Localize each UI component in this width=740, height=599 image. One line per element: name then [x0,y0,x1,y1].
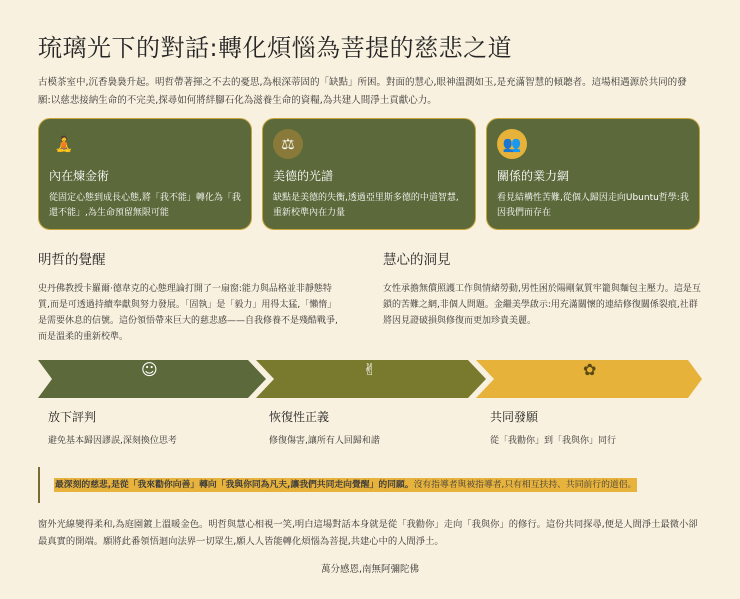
quote-text [54,478,637,492]
process-step [490,408,616,446]
victory-hand-icon: ✌ [363,360,377,379]
process-step [48,408,177,446]
closing-paragraph: 窗外光線變得柔和,為庭園鍍上溫暖金色。明哲與慧心相視一笑,明白這場對話本身就是從「我勸你」走向「我與你」的修行。這份共同探尋,便是人間淨土最微小卻最真實的開端。願將此番領悟迴向法界一切眾生,願人人皆能轉化煩惱為菩提,共建心中的人間淨土。 [38,519,698,547]
card-title: 關係的業力網 [497,169,570,183]
card-inner-alchemy [38,118,252,230]
people-network-icon [497,129,527,159]
card-description: 缺點是美德的失衡,透過亞里斯多德的中道智慧,重新校準內在力量 [273,193,459,218]
card-icon-glyph: ⚖ [281,135,295,153]
lotus-icon: ✿ [583,360,597,379]
page-title: 琉璃光下的對話:轉化煩惱為菩提的慈悲之道 [38,34,513,62]
section-body: 史丹佛教授卡羅爾·德韋克的心態理論打開了一扇窗:能力與品格並非靜態特質,而是可透過持續奉獻與努力發展。「固執」是「毅力」用得太猛,「懶惰」是需要休息的信號。這份領悟帶來巨大的慈悲感——自我修養不是殘酷戰爭,而是溫柔的重新校準。 [38,284,338,342]
step-title: 共同發願 [490,410,539,424]
section-body: 女性承擔無償照護工作與情緒勞動,男性困於陽剛氣質牢籠與麵包主壓力。這是互鎖的苦難之網,非個人問題。金繼美學啟示:用充滿關懷的連結修復關係裂痕,社群將因見證破損與修復而更加珍貴美麗。 [383,284,701,326]
smile-icon: ☺ [141,360,158,379]
card-icon-glyph: 👥 [502,135,522,153]
section-right [383,248,701,329]
card-title: 內在煉金術 [49,169,110,183]
step-title: 放下評判 [48,410,97,424]
card-title: 美德的光譜 [273,169,334,183]
signoff: 萬分感恩,南無阿彌陀佛 [320,564,420,575]
section-heading: 明哲的覺醒 [38,252,106,268]
step-description: 從「我勸你」到「我與你」同行 [490,436,617,446]
card-icon-glyph: 🧘 [54,135,74,153]
card-virtue-spectrum [262,118,476,230]
step-description: 修復傷害,讓所有人回歸和諧 [269,436,380,446]
meditation-icon [49,129,79,159]
section-left [38,248,338,345]
highlight-quote [38,467,702,503]
quote-rest: 沒有指導者與被指導者,只有相互扶持、共同前行的道侶。 [413,480,637,490]
card-description: 從固定心態到成長心態,將「我不能」轉化為「我還不能」,為生命預留無限可能 [49,193,241,218]
card-description: 看見結構性苦難,從個人歸因走向Ubuntu哲學:我因我們而存在 [497,193,689,218]
card-karma-network [486,118,700,230]
process-chevrons [38,360,702,398]
process-step [269,408,380,446]
feature-cards [38,118,702,230]
quote-bold: 最深刻的慈悲,是從「我來勸你向善」轉向「我與你同為凡夫,讓我們共同走向覺醒」的同願。 [55,480,414,490]
section-heading: 慧心的洞見 [383,252,451,268]
step-title: 恢復性正義 [269,410,330,424]
intro-paragraph: 古模茶室中,沉香裊裊升起。明哲帶著揮之不去的憂思,為根深蒂固的「缺點」所困。對面的慧心,眼神溫潤如玉,是充滿智慧的傾聽者。這場相遇源於共同的發願:以慈悲接納生命的不完美,探尋如何將絆腳石化為滋養生命的資糧,為共建人間淨土貢獻心力。 [38,77,687,106]
step-description: 避免基本歸因謬誤,深刻換位思考 [48,436,177,446]
balance-scale-icon [273,129,303,159]
